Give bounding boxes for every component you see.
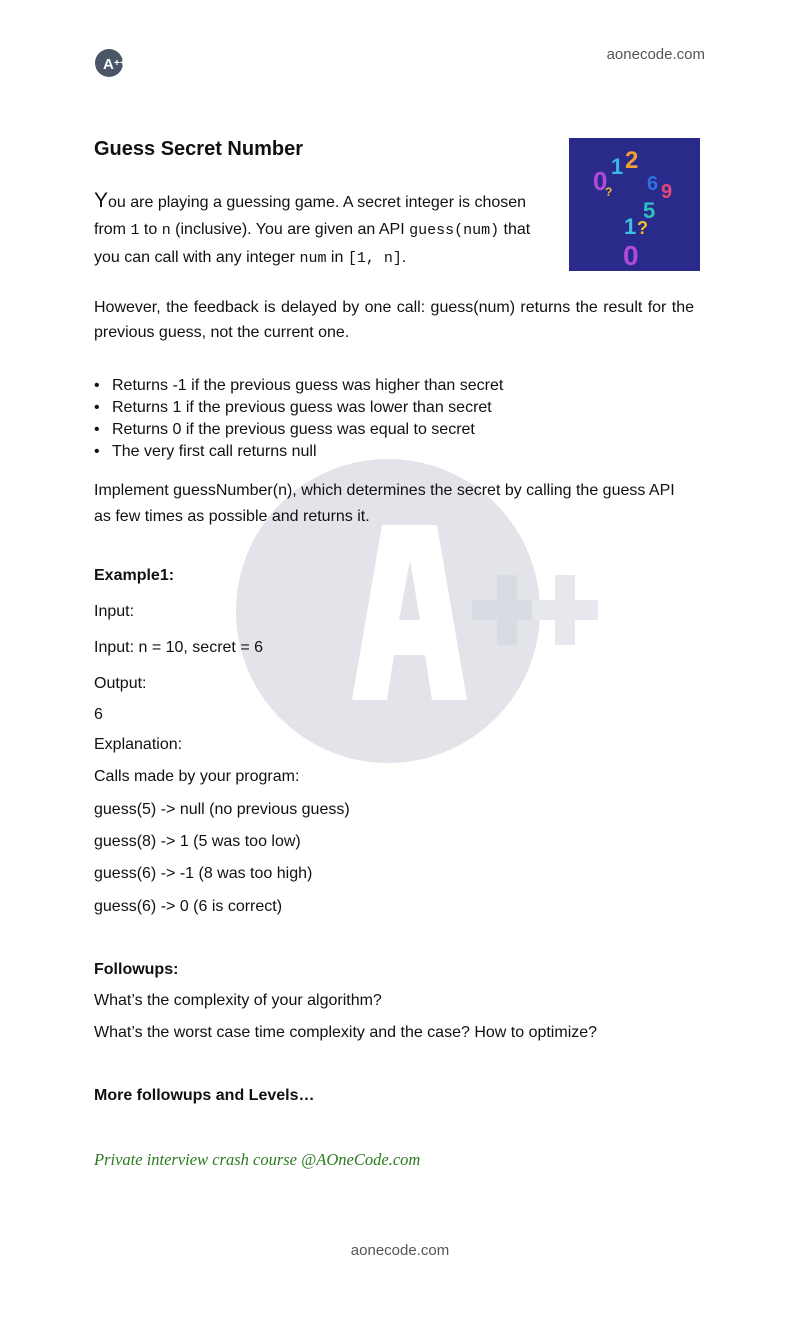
call-line: guess(6) -> -1 (8 was too high) (94, 865, 313, 882)
svg-text:6: 6 (647, 173, 659, 195)
intro-text: in (326, 249, 348, 266)
intro-code: num (299, 250, 327, 267)
svg-text:A: A (103, 56, 114, 73)
example-heading: Example1: (94, 567, 175, 584)
input-value: Input: n = 10, secret = 6 (94, 639, 263, 656)
svg-text:1: 1 (624, 214, 637, 239)
followups-heading: Followups: (94, 961, 179, 978)
list-item: • The very first call returns null (94, 441, 503, 463)
intro-text: that you can call with any integer (94, 221, 531, 266)
svg-text:5: 5 (643, 198, 656, 223)
call-line: guess(8) -> 1 (5 was too low) (94, 833, 301, 850)
promo-link[interactable]: Private interview crash course @AOneCode.com (94, 1150, 421, 1169)
a-plus-plus-logo-icon (94, 47, 130, 79)
rules-list (94, 375, 503, 463)
call-line: guess(6) -> 0 (6 is correct) (94, 898, 283, 915)
implement-paragraph: Implement guessNumber(n), which determines the secret by calling the guess API as few times as possible and returns it. (94, 482, 675, 525)
input-label: Input: (94, 603, 135, 620)
intro-text: . (401, 249, 407, 266)
intro-code: guess(num) (409, 222, 500, 239)
svg-text:1: 1 (611, 154, 624, 179)
svg-text:++: ++ (114, 58, 126, 69)
intro-code: n (161, 222, 171, 239)
intro-code: 1 (130, 222, 140, 239)
intro-dropcap: Y (94, 189, 109, 212)
svg-text:?: ? (605, 185, 613, 199)
list-item: • Returns 1 if the previous guess was lower than secret (94, 397, 503, 419)
delay-paragraph: However, the feedback is delayed by one call: guess(num) returns the result for the previous guess, not the current one. (94, 299, 694, 341)
svg-text:9: 9 (661, 181, 673, 203)
site-name-header[interactable]: aonecode.com (606, 46, 705, 63)
page-title: Guess Secret Number (94, 138, 303, 160)
intro-text: (inclusive). You are given an API (170, 221, 410, 238)
more-followups-heading: More followups and Levels… (94, 1087, 315, 1104)
list-item: • Returns 0 if the previous guess was equal to secret (94, 419, 503, 441)
svg-text:2: 2 (625, 147, 639, 174)
followup-item: What’s the worst case time complexity and the case? How to optimize? (94, 1024, 598, 1041)
calls-label: Calls made by your program: (94, 768, 300, 785)
intro-text: ou are playing a guessing game. A secret integer is chosen from (94, 194, 527, 238)
intro-text: to (139, 221, 162, 238)
svg-text:0: 0 (593, 166, 608, 196)
svg-text:0: 0 (623, 240, 639, 271)
output-value: 6 (94, 706, 103, 723)
call-line: guess(5) -> null (no previous guess) (94, 801, 350, 818)
intro-code: [1, n] (347, 250, 402, 267)
list-item: • Returns -1 if the previous guess was higher than secret (94, 375, 503, 397)
explanation-label: Explanation: (94, 736, 183, 753)
svg-text:?: ? (637, 218, 648, 238)
output-label: Output: (94, 675, 147, 692)
intro-paragraph (94, 187, 554, 272)
followup-item: What’s the complexity of your algorithm? (94, 992, 382, 1009)
site-name-footer[interactable]: aonecode.com (350, 1242, 450, 1259)
numbers-question-mark-image-icon (569, 138, 700, 271)
